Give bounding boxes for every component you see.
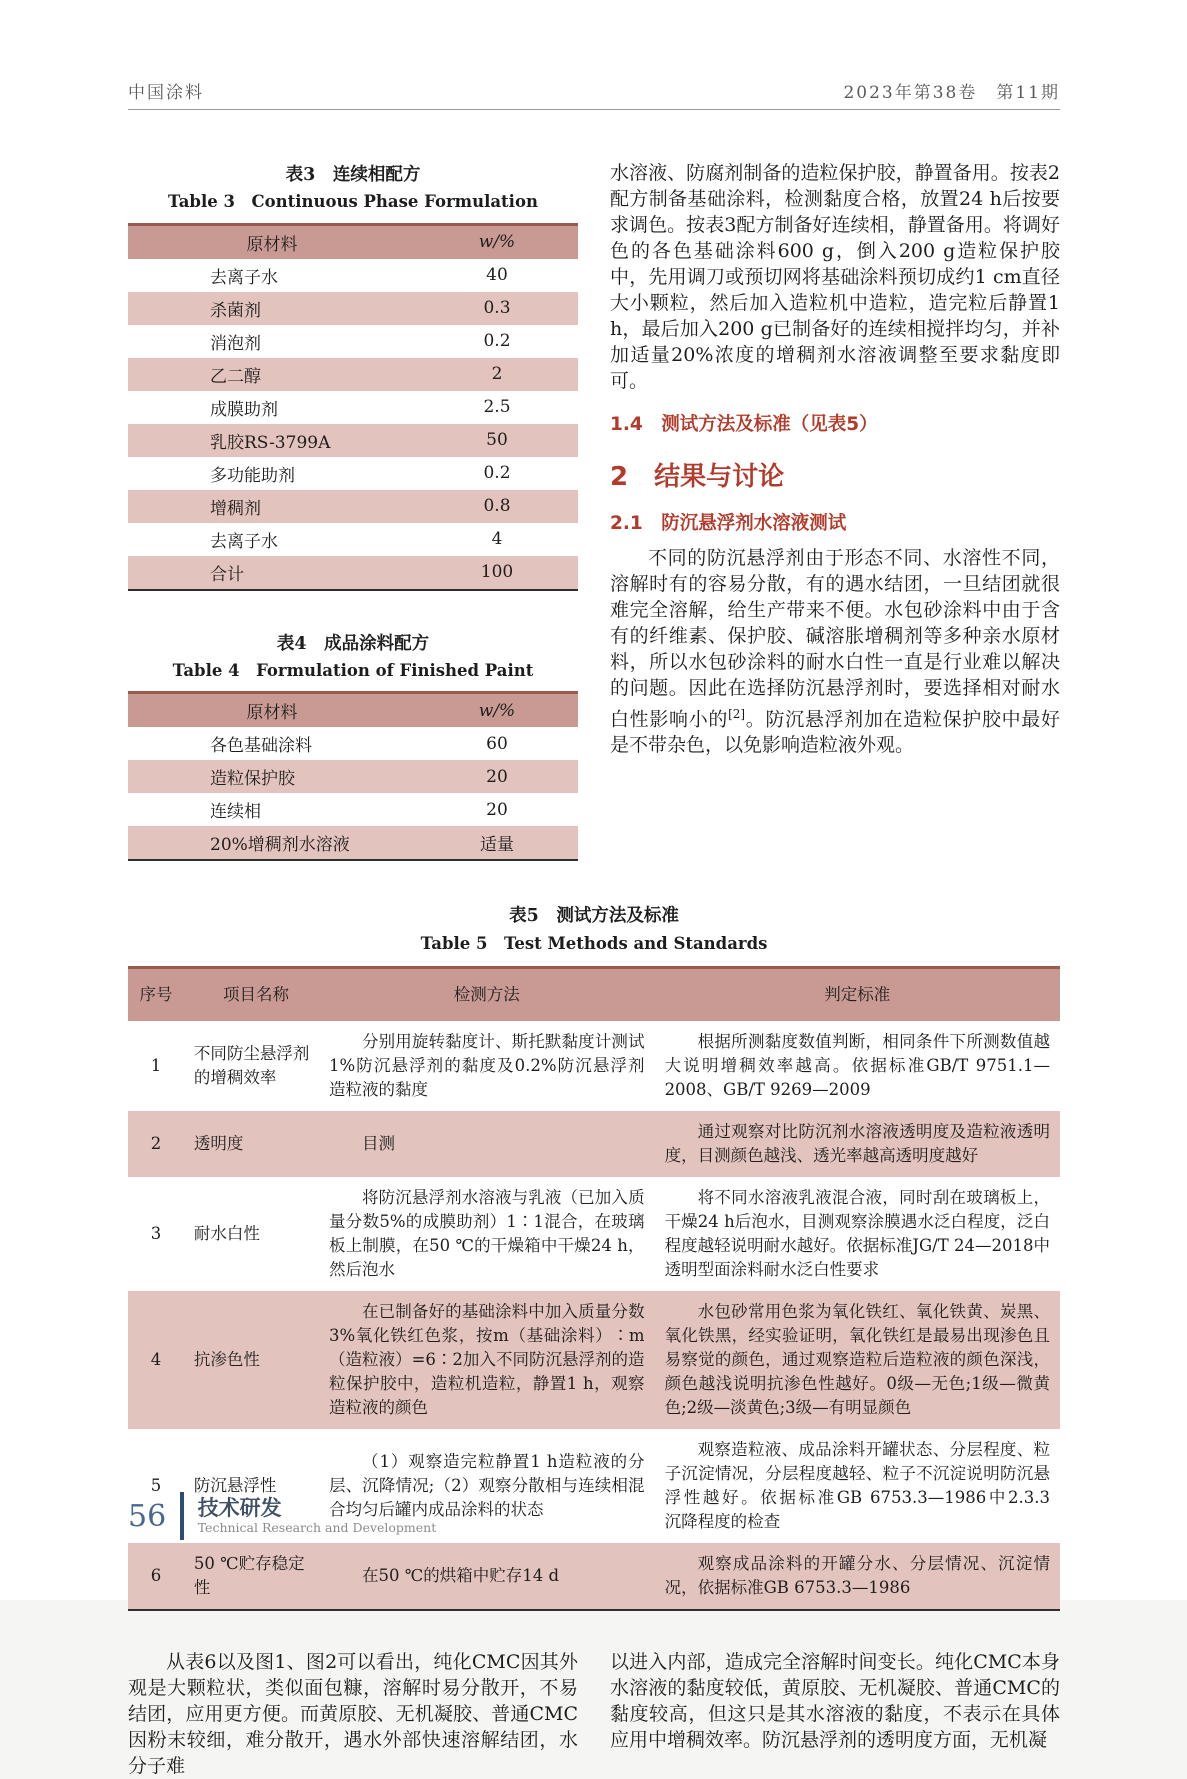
table-row [128,1021,1060,1111]
citation-ref: [2] [728,707,746,721]
table-row [128,424,578,457]
table5-header-no: 序号 [128,968,184,1022]
cell-item: 不同防尘悬浮剂的增稠效率 [193,1044,310,1088]
cell-standard: 水包砂常用色浆为氧化铁红、氧化铁黄、炭黑、氧化铁黑，经实验证明，氧化铁红是最易出现渗色且易察觉的颜色，通过观察造粒后造粒液的颜色深浅，颜色越浅说明抗渗色性越好。0级—无色;1级—微黄色;2级—淡黄色;3级—有明显颜色 [664,1302,1050,1418]
table5-header-item: 项目名称 [184,968,319,1022]
cell-item: 50 ℃贮存稳定性 [193,1554,305,1598]
cell-material: 多功能助剂 [210,465,295,486]
table-row [128,556,578,590]
cell-material: 连续相 [210,802,261,823]
table-row [128,1177,1060,1291]
paragraph-text: 不同的防沉悬浮剂由于形态不同、水溶性不同，溶解时有的容易分散，有的遇水结团，一旦结团就很难完全溶解，给生产带来不便。水包砂涂料中由于含有的纤维素、保护胶、碱溶胀增稠剂等多种亲水原材料，所以水包砂涂料的耐水白性一直是行业难以解决的问题。因此在选择防沉悬浮剂时，要选择相对耐水白性影响小的 [610,547,1060,731]
cell-standard: 根据所测黏度数值判断，相同条件下所测数值越大说明增稠效率越高。依据标准GB/T 9751.1—2008、GB/T 9269—2009 [664,1032,1050,1100]
cell-material: 乳胶RS-3799A [210,432,331,453]
cell-no: 1 [150,1056,162,1076]
table5-title-en: Table 5 Test Methods and Standards [420,933,768,953]
cell-method: 在50 ℃的烘箱中贮存14 d [362,1566,560,1586]
table-row [128,259,578,292]
cell-standard: 将不同水溶液乳液混合液，同时刮在玻璃板上，干燥24 h后泡水，目测观察涂膜遇水泛白程度，泛白程度越轻说明耐水越好。依据标准JG/T 24—2018中透明型面涂料耐水泛白性要求 [664,1188,1050,1280]
cell-standard: 通过观察对比防沉剂水溶液透明度及造粒液透明度，目测颜色越浅、透光率越高透明度越好 [664,1122,1050,1166]
cell-material: 各色基础涂料 [210,736,312,757]
cell-material: 消泡剂 [210,333,261,354]
cell-item: 抗渗色性 [193,1350,260,1370]
lower-left-column [128,1649,578,1779]
cell-method: （1）观察造完粒静置1 h造粒液的分层、沉降情况;（2）观察分散相与连续相混合均匀后罐内成品涂料的状态 [329,1452,645,1520]
cell-item: 透明度 [193,1134,244,1154]
heading-2: 2 结果与讨论 [610,462,785,492]
table-row [128,292,578,325]
table4-header-material: 原材料 [128,693,416,728]
table5-header-method: 检测方法 [319,968,655,1022]
table3-header-w: w/% [416,224,578,259]
right-column [610,136,1060,861]
table4-title-en: Table 4 Formulation of Finished Paint [172,660,534,680]
table4 [128,691,578,861]
cell-standard: 观察造粒液、成品涂料开罐状态、分层程度、粒子沉淀情况，分层程度越轻、粒子不沉淀说明防沉悬浮性越好。依据标准GB 6753.3—1986中2.3.3 沉降程度的检查 [664,1440,1067,1532]
cell-material: 去离子水 [210,531,278,552]
table-row [128,490,578,523]
cell-value: 0.8 [483,496,511,517]
table5-header-standard: 判定标准 [655,968,1060,1022]
page-number: 56 [128,1498,167,1534]
cell-no: 6 [150,1566,162,1586]
cell-value: 4 [491,529,503,550]
paragraph-suspension-agents [610,545,1060,758]
paragraph-preparation: 水溶液、防腐剂制备的造粒保护胶，静置备用。按表2配方制备基础涂料，检测黏度合格，放置24 h后按要求调色。按表3配方制备好连续相，静置备用。将调好色的各色基础涂料600 g，倒入200 g造粒保护胶中，先用调刀或预切网将基础涂料预切成约1 cm直径大小颗粒，然后加入造粒机中造粒，造完粒后静置1 h，最后加入200 g已制备好的连续相搅拌均匀，并补加适量20%浓度的增稠剂水溶液调整至要求黏度即可。 [610,162,1060,392]
table4-title [128,631,578,684]
table4-header-w: w/% [416,693,578,728]
table-row [128,1291,1060,1429]
cell-material: 20%增稠剂水溶液 [210,835,350,856]
table-row [128,523,578,556]
cell-material: 成膜助剂 [210,399,278,420]
journal-name: 中国涂料 [128,83,204,103]
footer-section-zh: 技术研发 [197,1495,282,1520]
table-row [128,391,578,424]
table3-header-row [128,224,578,259]
cell-no: 3 [150,1224,162,1244]
table-row [128,1543,1060,1610]
cell-method: 在已制备好的基础涂料中加入质量分数3%氧化铁红色浆，按m（基础涂料）∶m（造粒液）=6∶2加入不同防沉悬浮剂的造粒保护胶中，造粒机造粒，静置1 h，观察造粒液的颜色 [329,1302,645,1418]
footer-divider-bar [180,1492,184,1540]
cell-value: 40 [486,265,508,286]
table3 [128,223,578,591]
table-row [128,727,578,760]
cell-value: 100 [480,562,514,583]
cell-no: 4 [150,1350,162,1370]
paragraph-discussion-right: 以进入内部，造成完全溶解时间变长。纯化CMC本身水溶液的黏度较低，黄原胶、无机凝胶、普通CMC的黏度较高，但这只是其水溶液的黏度，不表示在具体应用中增稠效率。防沉悬浮剂的透明度方面，无机凝 [610,1651,1060,1752]
cell-value: 2 [491,364,503,385]
table-row [128,826,578,860]
cell-value: 0.3 [483,298,511,319]
table-row [128,325,578,358]
table-row [128,760,578,793]
cell-standard: 观察成品涂料的开罐分水、分层情况、沉淀情况，依据标准GB 6753.3—1986 [664,1554,1050,1598]
issue-info: 2023年第38卷 第11期 [843,83,1060,103]
heading-2-1: 2.1 防沉悬浮剂水溶液测试 [610,513,847,534]
table4-block [128,631,578,862]
cell-no: 5 [150,1476,162,1496]
table-row [128,793,578,826]
cell-value: 20 [486,799,508,820]
table3-block [128,162,578,591]
table3-title [128,162,578,215]
cell-material: 合计 [210,564,244,585]
paragraph-text: 。防沉悬浮剂加在造粒保护胶中最好是不带杂色，以免影响造粒液外观。 [610,708,1060,757]
cell-material: 造粒保护胶 [210,769,295,790]
table-row [128,457,578,490]
paragraph-discussion-left: 从表6以及图1、图2可以看出，纯化CMC因其外观是大颗粒状，类似面包糠，溶解时易分散开，不易结团，应用更方便。而黄原胶、无机凝胶、普通CMC因粉末较细，难分散开，遇水外部快速溶解结团，水分子难 [128,1651,578,1778]
cell-value: 0.2 [483,463,511,484]
running-header [128,78,1060,110]
footer-section-en: Technical Research and Development [197,1519,437,1535]
page-footer [128,1492,436,1540]
table5-title-zh: 表5 测试方法及标准 [509,906,679,927]
cell-method: 将防沉悬浮剂水溶液与乳液（已加入质量分数5%的成膜助剂）1∶1混合，在玻璃板上制膜，在50 ℃的干燥箱中干燥24 h，然后泡水 [329,1188,645,1280]
left-column [128,136,578,861]
table-row [128,1111,1060,1177]
table5-header-row [128,968,1060,1022]
upper-columns [128,136,1060,861]
lower-right-column [610,1649,1060,1779]
cell-method: 目测 [362,1134,396,1154]
footer-section [198,1496,437,1536]
cell-value: 20 [486,766,508,787]
cell-value: 60 [486,733,508,754]
cell-value: 0.2 [483,331,511,352]
cell-value: 50 [486,430,508,451]
cell-no: 2 [150,1134,162,1154]
lower-columns [128,1649,1060,1779]
table3-title-en: Table 3 Continuous Phase Formulation [168,192,538,212]
cell-item: 防沉悬浮性 [193,1476,277,1496]
cell-material: 去离子水 [210,267,278,288]
heading-1-4: 1.4 测试方法及标准（见表5） [610,414,878,435]
cell-material: 杀菌剂 [210,300,261,321]
cell-material: 增稠剂 [210,498,261,519]
cell-value: 适量 [480,835,514,856]
table4-title-zh: 表4 成品涂料配方 [276,633,430,654]
table3-title-zh: 表3 连续相配方 [285,165,421,185]
cell-item: 耐水白性 [193,1224,260,1244]
table-row [128,358,578,391]
cell-method: 分别用旋转黏度计、斯托默黏度计测试1%防沉悬浮剂的黏度及0.2%防沉悬浮剂造粒液的黏度 [329,1032,645,1100]
cell-material: 乙二醇 [210,366,261,387]
table4-header-row [128,693,578,728]
table3-header-material: 原材料 [128,224,416,259]
table5-title [128,903,1060,956]
cell-value: 2.5 [483,397,511,418]
